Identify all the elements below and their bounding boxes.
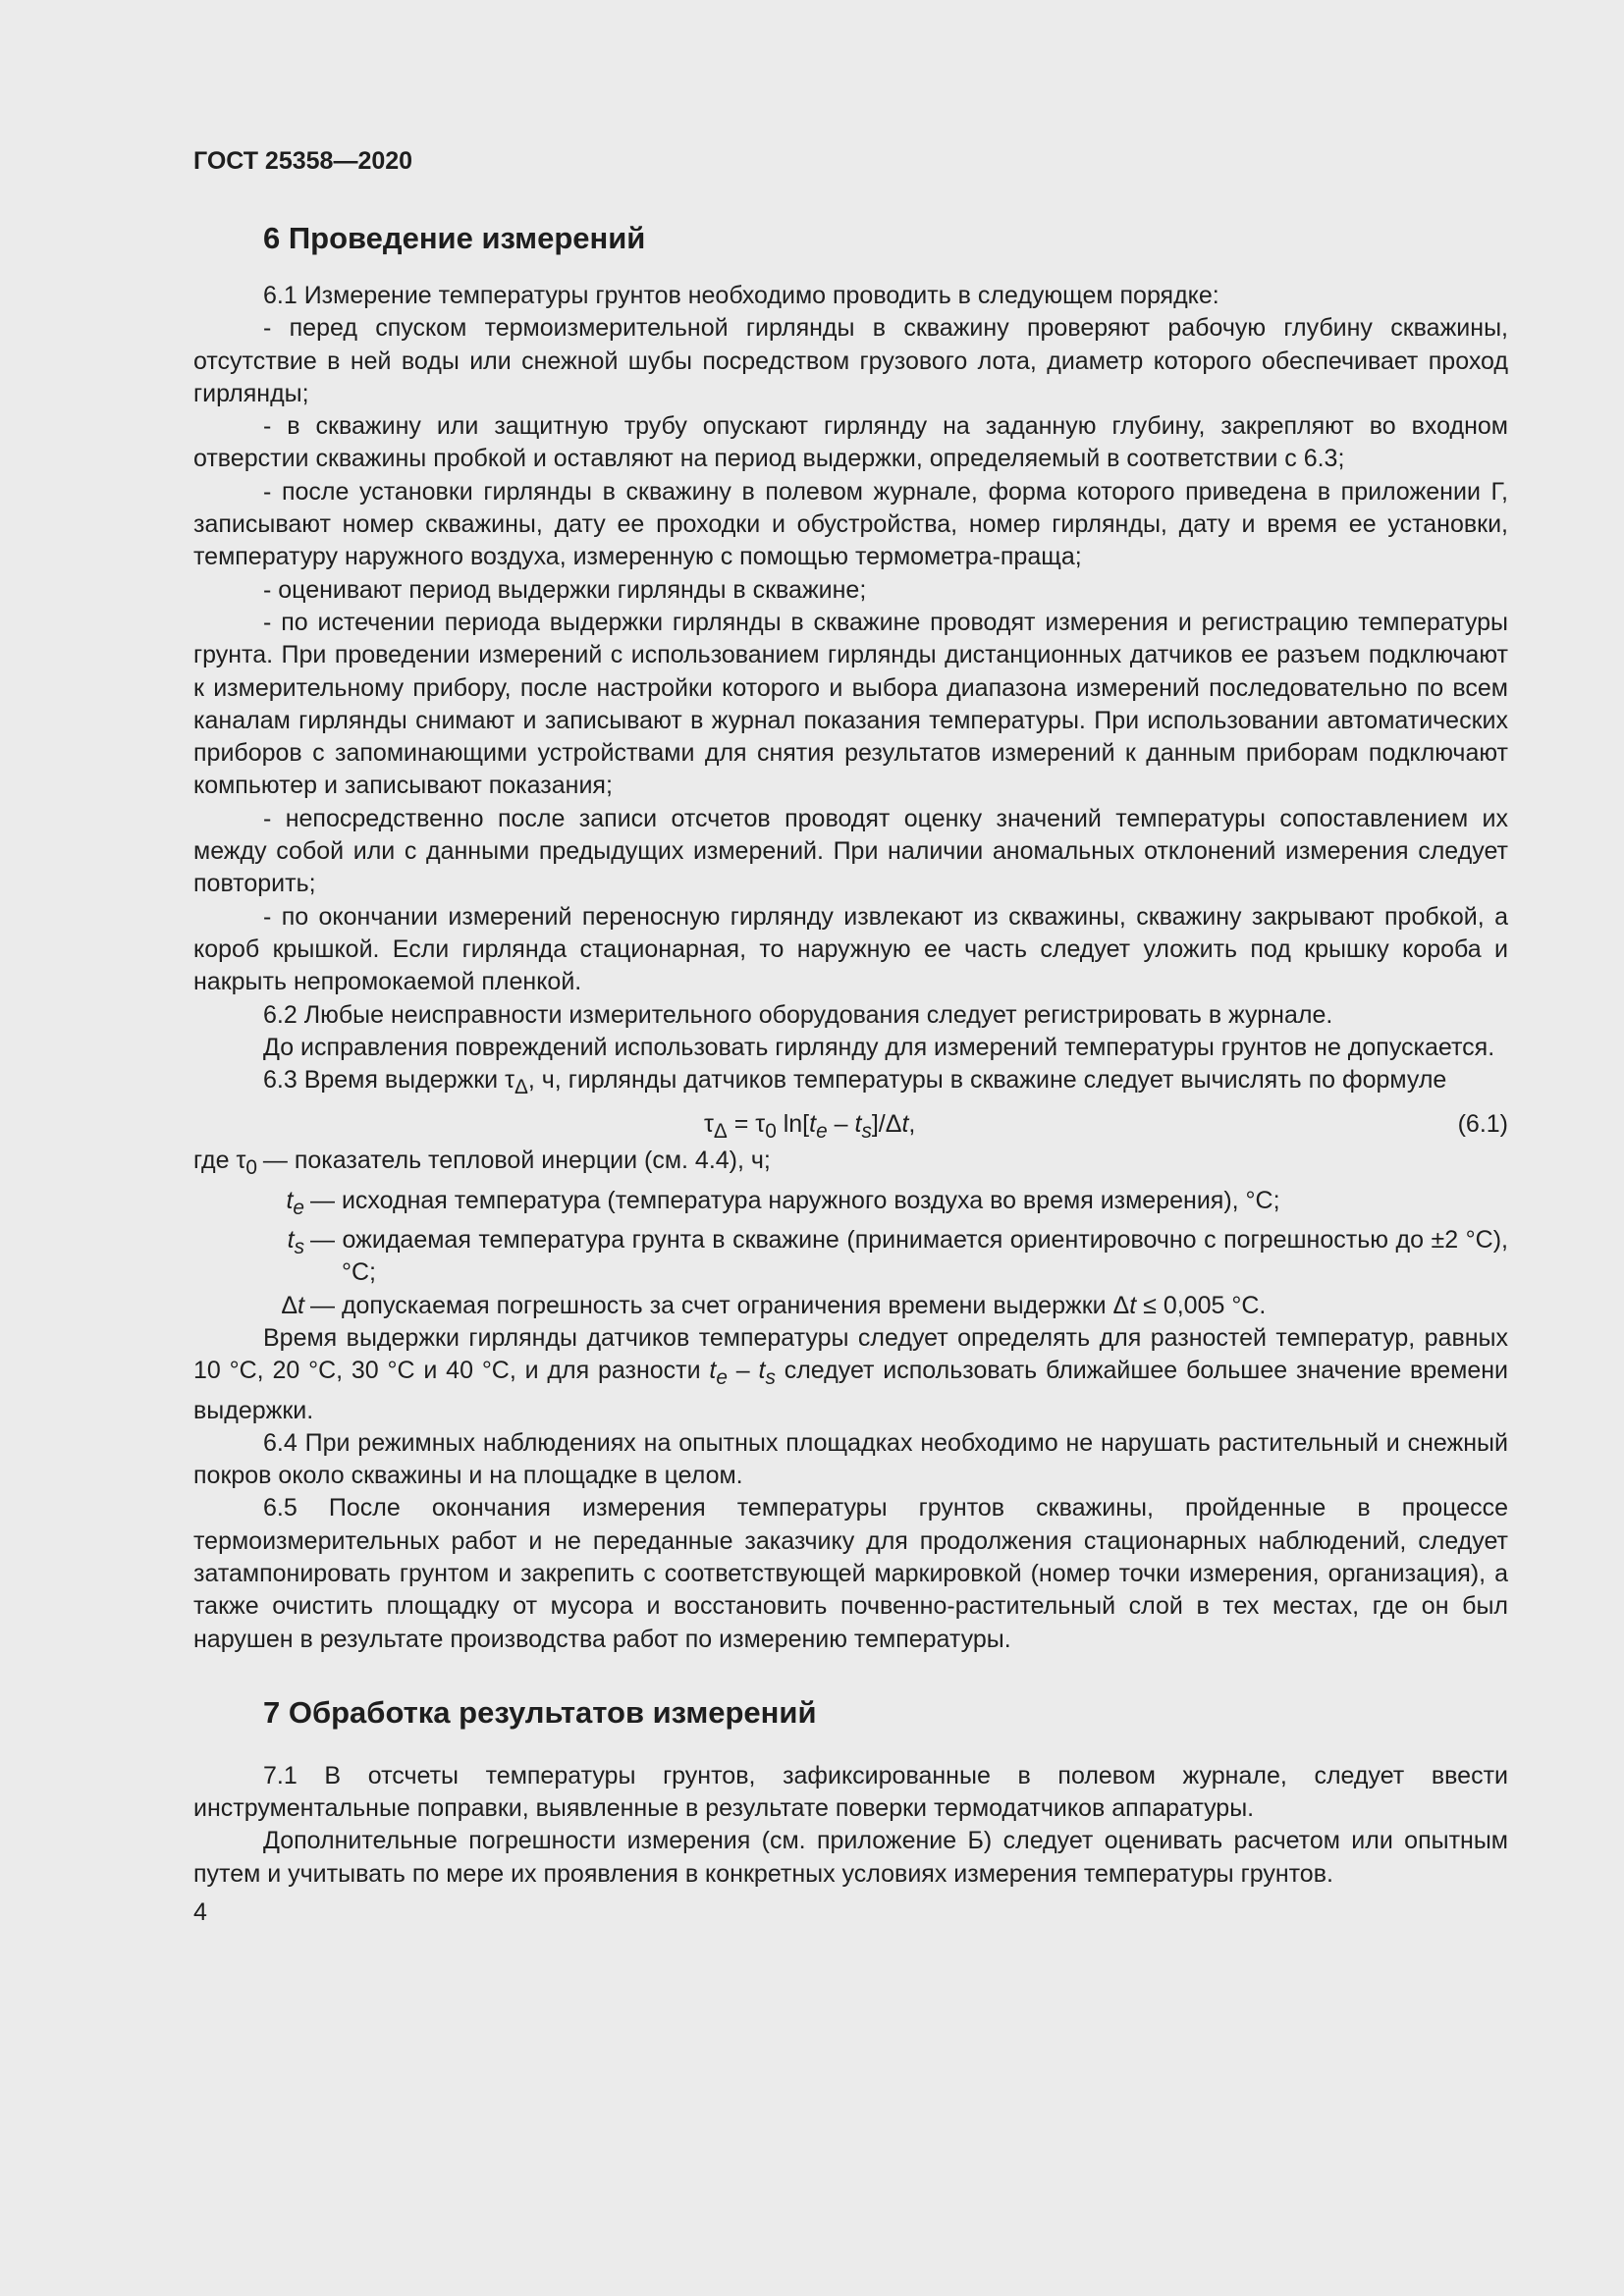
- text-run: ≤ 0,005 °С.: [1136, 1291, 1267, 1319]
- definition-symbol: [193, 1145, 263, 1184]
- definition-text: [310, 1290, 1508, 1322]
- symbol: t: [286, 1186, 294, 1214]
- where-label: где: [193, 1147, 237, 1175]
- formula-6-1: [193, 1105, 1508, 1143]
- formula-part: t: [854, 1110, 862, 1139]
- formula-part: τ: [704, 1110, 714, 1139]
- paragraph-6-2-continued: До исправления повреждений использовать гирлянду для измерений температуры грунтов не допускается.: [263, 1033, 1495, 1061]
- list-item: - по истечении периода выдержки гирлянды в скважине проводят измерения и регистрацию температуры грунта. При проведении измерений с использованием гирлянды дистанционных датчиков ее разъем подключают к измерительному прибору, после настройки которого и выбора диапазона измерений последовательно по всем каналам гирлянды снимают и записывают в журнал показания температуры. При использовании автоматических приборов с запоминающими устройствами для снятия результатов измерений к данным приборам подключают компьютер и записывают показания;: [193, 608, 1508, 800]
- formula-subscript: Δ: [713, 1120, 728, 1144]
- paragraph-6-3: [193, 1064, 1508, 1103]
- formula-part: ]/Δ: [871, 1110, 902, 1139]
- paragraph-6-4: 6.4 При режимных наблюдениях на опытных площадках необходимо не нарушать растительный и снежный покров около скважины и на площадке в целом.: [193, 1428, 1508, 1490]
- subscript: s: [765, 1366, 776, 1390]
- list-item: - перед спуском термоизмерительной гирлянды в скважину проверяют рабочую глубину скважины, отсутствие в ней воды или снежной шубы посредством грузового лота, диаметр которого обеспечивает проход гирлянды;: [193, 314, 1508, 407]
- formula-subscript: 0: [765, 1120, 777, 1144]
- list-item: - непосредственно после записи отсчетов проводят оценку значений температуры сопоставлением их между собой или с данными предыдущих измерений. При наличии аномальных отклонений измерения следует повторить;: [193, 804, 1508, 898]
- definition-text: — показатель тепловой инерции (см. 4.4), ч;: [262, 1147, 771, 1175]
- text-run: следует использовать ближайшее большее значение времени выдержки.: [193, 1357, 1508, 1424]
- paragraph-time: [193, 1322, 1508, 1427]
- definition-symbol: [193, 1185, 310, 1224]
- list-item: - оценивают период выдержки гирлянды в скважине;: [263, 575, 867, 604]
- formula-expression: [704, 1105, 915, 1150]
- list-item: - по окончании измерений переносную гирлянду извлекают из скважины, скважину закрывают пробкой, а короб крышкой. Если гирлянда стационарная, то наружную ее часть следует уложить под крышку короба и накрыть непромокаемой пленкой.: [193, 902, 1508, 996]
- symbol: Δ: [281, 1291, 298, 1319]
- formula-subscript: s: [861, 1120, 872, 1144]
- paragraph-7-1: 7.1 В отсчеты температуры грунтов, зафиксированные в полевом журнале, следует ввести инструментальные поправки, выявленные в результате поверки термодатчиков аппаратуры.: [193, 1761, 1508, 1823]
- list-item: - в скважину или защитную трубу опускают гирлянду на заданную глубину, закрепляют во входном отверстии скважины пробкой и оставляют на период выдержки, определяемый в соответствии с 6.3;: [193, 412, 1508, 473]
- text-run: t: [1129, 1291, 1137, 1319]
- subscript: 0: [245, 1156, 257, 1180]
- definition-te: [193, 1185, 1508, 1224]
- subscript: Δ: [514, 1076, 528, 1099]
- section-6-title: 6 Проведение измерений: [263, 221, 646, 255]
- page-number: 4: [193, 1898, 207, 1927]
- subscript: s: [294, 1236, 304, 1259]
- subscript: e: [716, 1366, 728, 1390]
- formula-part: ,: [908, 1110, 916, 1139]
- paragraph-6-5: 6.5 После окончания измерения температуры грунтов скважины, пройденные в процессе термоизмерительных работ и не переданные заказчику для продолжения стационарных наблюдений, следует затампонировать грунтом и закрепить с соответствующей маркировкой (номер точки измерения, организация), а также очистить площадку от мусора и восстановить почвенно-растительный слой в тех местах, где он был нарушен в результате производства работ по измерению температуры.: [193, 1494, 1508, 1653]
- paragraph-6-2: 6.2 Любые неисправности измерительного оборудования следует регистрировать в журнале.: [263, 1000, 1333, 1029]
- formula-part: t: [901, 1110, 909, 1139]
- subscript: e: [293, 1196, 304, 1219]
- section-7-title: 7 Обработка результатов измерений: [263, 1694, 817, 1730]
- definition-ts: [193, 1224, 1508, 1290]
- formula-part: = τ: [727, 1110, 766, 1139]
- definition-symbol: [193, 1224, 310, 1290]
- definition-text: — ожидаемая температура грунта в скважине (принимается ориентировочно с погрешностью до ±2 °С), °С;: [310, 1226, 1508, 1287]
- definition-dt: [193, 1290, 1508, 1322]
- paragraph-7-2: Дополнительные погрешности измерения (см. приложение Б) следует оценивать расчетом или опытным путем и учитывать по мере их проявления в конкретных условиях измерения температуры грунтов.: [193, 1827, 1508, 1888]
- formula-definitions: [193, 1145, 1508, 1321]
- text-run: t: [758, 1357, 766, 1385]
- symbol: τ: [236, 1147, 246, 1175]
- definition-symbol: [193, 1290, 310, 1322]
- formula-part: –: [827, 1110, 855, 1139]
- list-item: - после установки гирлянды в скважину в полевом журнале, форма которого приведена в приложении Г, записывают номер скважины, дату ее проходки и обустройства, номер гирлянды, дату и время ее установки, температуру наружного воздуха, измеренную с помощью термометра-праща;: [193, 477, 1508, 571]
- symbol: t: [298, 1291, 304, 1319]
- definition-tau0: [193, 1145, 1508, 1184]
- formula-subscript: e: [816, 1120, 828, 1144]
- formula-number: (6.1): [1457, 1110, 1508, 1139]
- text-run: 6.3 Время выдержки: [263, 1066, 506, 1095]
- text-run: t: [709, 1357, 717, 1385]
- symbol: t: [287, 1226, 295, 1255]
- definition-text: — исходная температура (температура наружного воздуха во время измерения), °С;: [310, 1186, 1280, 1214]
- symbol-tau: τ: [505, 1066, 514, 1095]
- text-run: –: [727, 1357, 759, 1385]
- paragraph-6-1: 6.1 Измерение температуры грунтов необходимо проводить в следующем порядке:: [263, 282, 1219, 309]
- text-run: — допускаемая погрешность за счет ограничения времени выдержки Δ: [310, 1291, 1130, 1319]
- text-run: Время выдержки гирлянды датчиков температуры следует определять для разностей температур, равных 10 °С, 20 °С, 30 °С и 40 °С, и для разности: [193, 1323, 1508, 1385]
- formula-part: t: [809, 1110, 817, 1139]
- document-header: ГОСТ 25358—2020: [193, 147, 413, 175]
- text-run: , ч, гирлянды датчиков температуры в скважине следует вычислять по формуле: [527, 1066, 1447, 1095]
- formula-part: ln[: [776, 1110, 810, 1139]
